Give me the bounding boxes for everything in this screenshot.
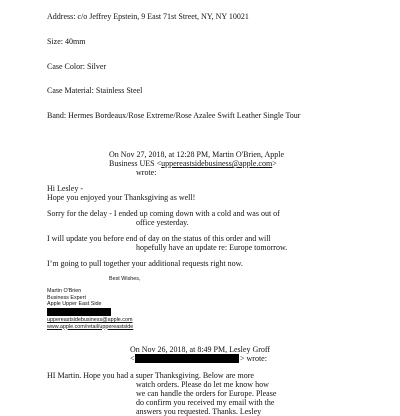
email2-body-line3: we can handle the orders for Europe. Please [136,389,277,398]
band-line: Band: Hermes Bordeaux/Rose Extreme/Rose Azalee Swift Leather Single Tour [47,111,301,120]
email1-header-line3: wrote: [136,168,157,177]
email2-header-prefix: < [130,354,135,363]
email1-update-line1: I will update you before end of day on the status of this order and will [47,234,271,243]
sig-title: Business Expert [47,294,86,301]
email1-header-line2 [109,160,277,168]
email2-body-line1: HI Martin. Hope you had a super Thanksgiving. Below are more [47,371,254,380]
email1-closing: Best Wishes, [109,276,141,282]
email1-header-line1: On Nov 27, 2018, at 12:28 PM, Martin O'Brien, Apple [109,150,284,159]
sig-email-link[interactable]: uppereastsidebusiness@apple.com [47,317,133,323]
email1-pull-together: I’m going to pull together your additional requests right now. [47,259,243,268]
email1-delay-line1: Sorry for the delay - I ended up coming down with a cold and was out of [47,209,280,218]
case-color-line: Case Color: Silver [47,62,107,71]
email1-delay-line2: office yesterday. [136,218,189,227]
sig-store: Apple Upper East Side [47,301,102,307]
email1-header-email-link[interactable]: uppereastsidebusiness@apple.com [161,159,273,168]
email2-body-line5: answers you requested. Thanks. Lesley [136,407,262,416]
email2-header-suffix: > wrote: [240,354,267,363]
address-line: Address: c/o Jeffrey Epstein, 9 East 71st Street, NY, NY 10021 [47,12,249,21]
email2-body-line4: do confirm you received my email with the [136,398,275,407]
email1-greeting: Hi Lesley - [47,184,83,193]
case-material-line: Case Material: Stainless Steel [47,86,143,95]
email1-thanks: Hope you enjoyed your Thanksgiving as well! [47,193,196,202]
email1-update-line2: hopefully have an update re: Europe tomorrow. [136,243,288,252]
sig-name: Martin O'Brien [47,288,82,294]
size-line: Size: 40mm [47,37,86,46]
email2-body-line2: watch orders. Please do let me know how [136,380,269,389]
redaction-bar-signature [47,308,111,316]
email1-header-suffix: > [272,159,277,168]
sig-url-link[interactable]: www.apple.com/retail/uppereastside [47,323,134,330]
redaction-bar-email [135,354,239,363]
email1-header-prefix: Business UES < [109,159,162,168]
email2-header-line1: On Nov 26, 2018, at 8:49 PM, Lesley Groff [130,345,271,354]
